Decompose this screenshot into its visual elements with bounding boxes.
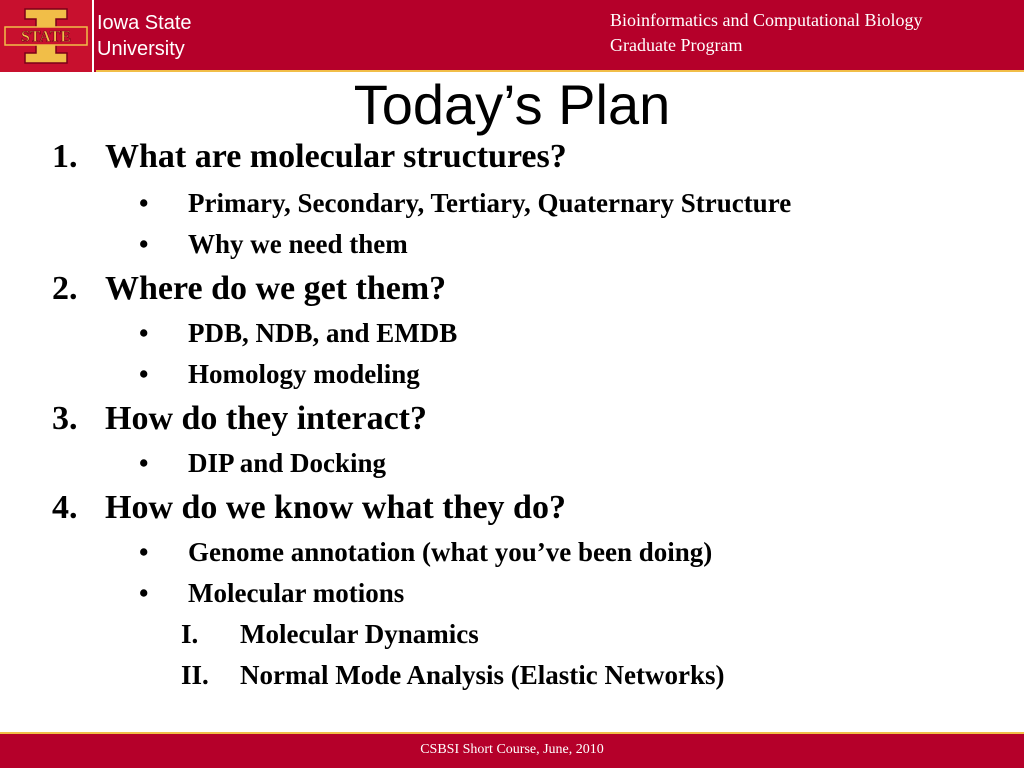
footer-text: CSBSI Short Course, June, 2010 bbox=[420, 742, 604, 757]
bullet-text: Genome annotation (what you’ve been doing) bbox=[188, 537, 713, 567]
bullet-marker: • bbox=[139, 188, 149, 218]
university-name-line1: Iowa State bbox=[97, 12, 192, 34]
agenda-text: How do we know what they do? bbox=[105, 489, 566, 526]
program-name-line2: Graduate Program bbox=[610, 35, 743, 55]
bullet-text: Why we need them bbox=[188, 229, 408, 259]
agenda-text: How do they interact? bbox=[105, 400, 428, 437]
bullet-marker: • bbox=[139, 537, 149, 567]
bullet-text: Molecular motions bbox=[188, 578, 405, 608]
bullet-marker: • bbox=[139, 578, 149, 608]
bullet-text: Primary, Secondary, Tertiary, Quaternary Structure bbox=[188, 188, 792, 218]
program-name-line1: Bioinformatics and Computational Biology bbox=[610, 10, 923, 30]
subitem-text: Molecular Dynamics bbox=[240, 619, 479, 649]
footer-band bbox=[0, 732, 1024, 768]
bullet-marker: • bbox=[139, 229, 149, 259]
subitem-marker: II. bbox=[181, 660, 209, 690]
agenda-number: 3. bbox=[52, 400, 78, 437]
bullet-marker: • bbox=[139, 318, 149, 348]
bullet-marker: • bbox=[139, 448, 149, 478]
slide-title: Today’s Plan bbox=[353, 73, 671, 136]
agenda-number: 4. bbox=[52, 489, 78, 526]
bullet-marker: • bbox=[139, 359, 149, 389]
university-name-line2: University bbox=[97, 38, 185, 60]
footer-gold-rule bbox=[0, 732, 1024, 734]
bullet-text: DIP and Docking bbox=[188, 448, 387, 478]
agenda-number: 2. bbox=[52, 270, 78, 307]
agenda-text: Where do we get them? bbox=[105, 270, 447, 307]
agenda-number: 1. bbox=[52, 138, 78, 175]
logo-wordmark: STATE bbox=[20, 28, 72, 46]
agenda-text: What are molecular structures? bbox=[105, 138, 567, 175]
subitem-marker: I. bbox=[181, 619, 199, 649]
bullet-text: PDB, NDB, and EMDB bbox=[188, 318, 458, 348]
subitem-text: Normal Mode Analysis (Elastic Networks) bbox=[240, 660, 725, 690]
bullet-text: Homology modeling bbox=[188, 359, 420, 389]
